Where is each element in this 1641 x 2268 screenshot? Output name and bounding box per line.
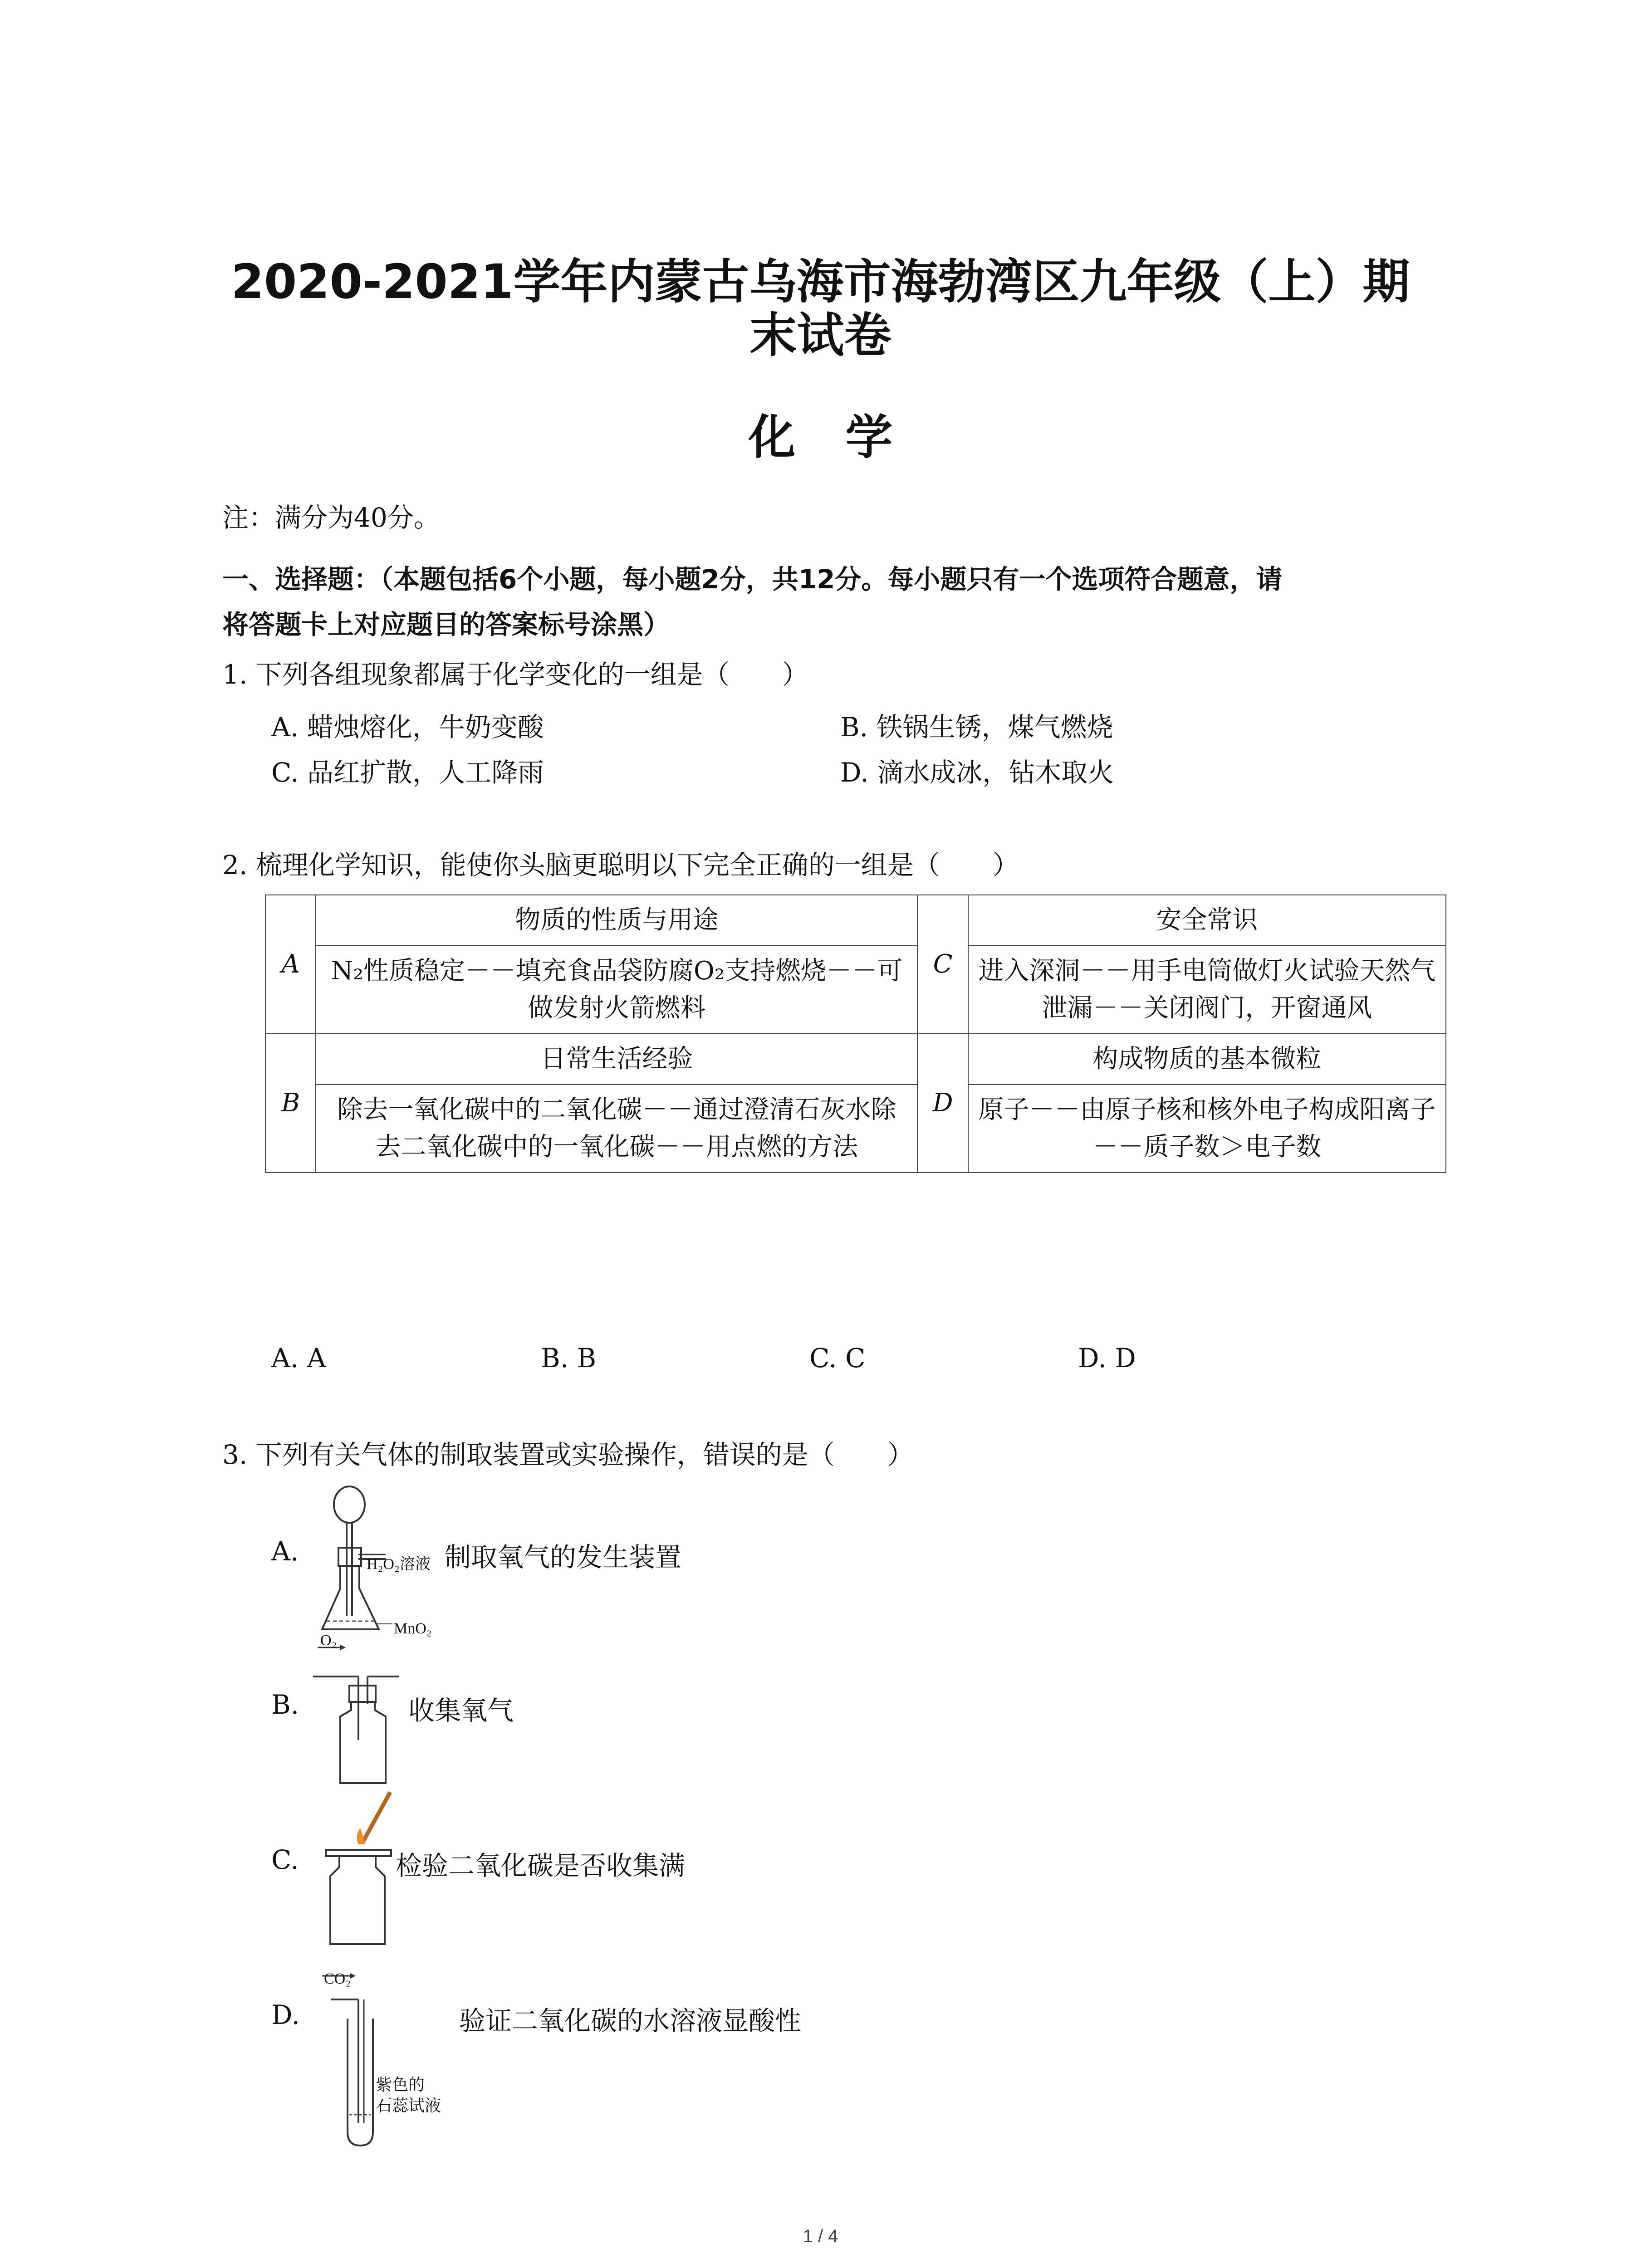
q1-stem: 1. 下列各组现象都属于化学变化的一组是（ ） [222, 659, 808, 690]
q2-stem: 2. 梳理化学知识，能使你头脑更聪明以下完全正确的一组是（ ） [222, 850, 1019, 880]
q2-row-label-b: B [265, 1034, 316, 1173]
score-note: 注：满分为40分。 [222, 502, 440, 533]
co2-full-test-diagram [313, 1790, 413, 1985]
q2-head-a: 物质的性质与用途 [316, 895, 917, 946]
q2-option-c[interactable]: C. C [809, 1343, 866, 1374]
exam-title-line2: 末试卷 [749, 308, 892, 363]
q1-option-b[interactable]: B. 铁锅生锈，煤气燃烧 [840, 712, 1113, 743]
section-heading-line1: 一、选择题：（本题包括6个小题，每小题2分，共12分。每小题只有一个选项符合题意，请 [222, 564, 1283, 595]
q2-row-label-c: C [917, 895, 968, 1034]
q2-head-c: 安全常识 [968, 895, 1446, 946]
co2-label: CO₂ [324, 1970, 351, 1987]
q2-body-d: 原子－－由原子核和核外电子构成阳离子－－质子数＞电子数 [968, 1085, 1446, 1173]
gas-collection-bottle-diagram [313, 1667, 413, 1790]
q3-option-a-text: 制取氧气的发生装置 [445, 1542, 682, 1573]
h2o2-label: H₂O₂溶液 [367, 1556, 431, 1573]
q3-option-a-letter[interactable]: A. [271, 1536, 299, 1567]
subject-heading: 化学 [748, 410, 943, 465]
q3-option-d-text: 验证二氧化碳的水溶液显酸性 [459, 2005, 802, 2036]
q2-knowledge-table [265, 894, 1446, 1173]
q1-option-a[interactable]: A. 蜡烛熔化，牛奶变酸 [271, 712, 544, 743]
litmus-label-line1: 紫色的 [376, 2076, 425, 2094]
page-number: 1 / 4 [803, 2226, 838, 2246]
q2-body-a: N₂性质稳定－－填充食品袋防腐O₂支持燃烧－－可做发射火箭燃料 [316, 946, 917, 1034]
q2-head-d: 构成物质的基本微粒 [968, 1034, 1446, 1085]
exam-title-line1: 2020-2021学年内蒙古乌海市海勃湾区九年级（上）期 [231, 254, 1410, 309]
litmus-label-line2: 石蕊试液 [376, 2097, 441, 2115]
q2-body-c: 进入深洞－－用手电筒做灯火试验天然气泄漏－－关闭阀门，开窗通风 [968, 946, 1446, 1034]
q1-option-c[interactable]: C. 品红扩散，人工降雨 [271, 757, 544, 788]
q3-option-b-text: 收集氧气 [408, 1695, 514, 1726]
q2-option-b[interactable]: B. B [541, 1343, 597, 1374]
q2-row-label-a: A [265, 895, 316, 1034]
mno2-label: MnO₂ [394, 1620, 432, 1637]
section-heading-line2: 将答题卡上对应题目的答案标号涂黑） [222, 609, 670, 640]
q3-option-d-letter[interactable]: D. [271, 1999, 300, 2030]
q3-option-c-letter[interactable]: C. [271, 1844, 299, 1875]
q2-row-label-d: D [917, 1034, 968, 1173]
q3-option-b-letter[interactable]: B. [271, 1689, 299, 1720]
q3-option-c-text: 检验二氧化碳是否收集满 [396, 1850, 686, 1881]
q2-option-a[interactable]: A. A [271, 1343, 326, 1374]
q3-stem: 3. 下列有关气体的制取装置或实验操作，错误的是（ ） [222, 1439, 914, 1470]
q2-option-d[interactable]: D. D [1078, 1343, 1136, 1374]
q2-body-b: 除去一氧化碳中的二氧化碳－－通过澄清石灰水除去二氧化碳中的一氧化碳－－用点燃的方法 [316, 1085, 917, 1173]
q2-head-b: 日常生活经验 [316, 1034, 917, 1085]
q1-option-d[interactable]: D. 滴水成冰，钻木取火 [840, 757, 1114, 788]
o2-label: O₂ [320, 1632, 337, 1649]
